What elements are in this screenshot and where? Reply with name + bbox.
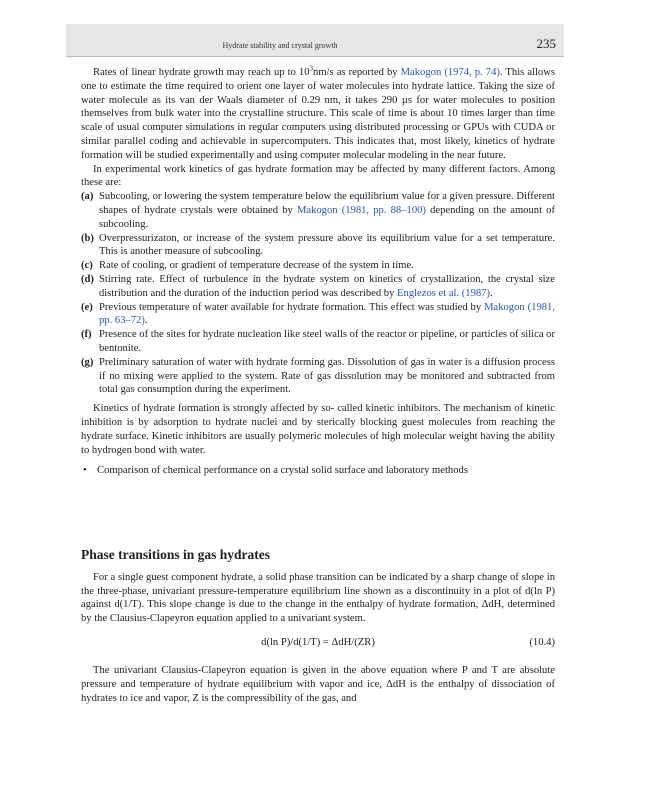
list-item xyxy=(81,232,555,260)
equation-row xyxy=(81,636,555,654)
list-item xyxy=(81,356,555,397)
list-marker: (e) xyxy=(81,301,93,313)
paragraph-linear-growth xyxy=(81,66,555,163)
paragraph-kinetic-inhibitors: Kinetics of hydrate formation is strongly affected by so- called kinetic inhibitors. The mechanism of kinetic inhibition is by adsorption to hydrate nuclei and by sterically blocking guest molecules from reaching the hydrate surface. Kinetic inhibitors are usually polymeric molecules of high molecular weight having the ability to hydrogen bond with water. xyxy=(81,403,555,456)
list-item-text: Overpressurizaton, or increase of the system pressure above its equilibrium value for a set temperature. This is another measure of subcooling. xyxy=(99,232,555,258)
list-item-text: Rate of cooling, or gradient of temperature decrease of the system in time. xyxy=(99,260,414,272)
list-marker: (g) xyxy=(81,356,94,368)
list-marker: (b) xyxy=(81,232,94,244)
equation: d(ln P)/d(1/T) = ΔdH/(ZR) xyxy=(261,636,375,648)
superscript: 3 xyxy=(309,64,314,73)
list-item-text: Previous temperature of water available for hydrate formation. This effect was studied by xyxy=(99,301,485,313)
list-item-text-end: . xyxy=(144,315,148,327)
paragraph-phase-transitions: For a single guest component hydrate, a solid phase transition can be indicated by a sharp change of slope in the three-phase, univariant pressure-temperature equilibrium line shown as a discontinuity in a plot of d(ln P) against d(1/T). This slope change is due to the change in the enthalpy of hydrate formation, ΔdH, determined by the Clausius-Clapeyron equation applied to a univariant system. xyxy=(81,571,555,625)
list-item xyxy=(81,190,555,231)
body-text-top xyxy=(81,66,555,478)
running-head: Hydrate stability and crystal growth xyxy=(222,41,338,50)
list-item xyxy=(81,273,555,301)
paragraph-factors-intro: In experimental work kinetics of gas hydrate formation may be affected by many different factors. Among these are: xyxy=(81,163,555,189)
list-item xyxy=(81,301,555,329)
list-item-text: Subcooling, or lowering the system temperature below the equilibrium value for a given pressure. Different shapes of hydrate crystals were obtained by xyxy=(99,191,555,216)
bullet-item xyxy=(81,464,555,478)
page-number: 235 xyxy=(536,36,556,51)
para1-text-1: Rates of linear hydrate growth may reach up to 10 xyxy=(93,67,310,78)
citation-link[interactable]: Makogon (1981, pp. 88–100) xyxy=(296,204,426,216)
bullet-icon: • xyxy=(83,465,87,477)
list-item xyxy=(81,259,555,273)
list-item-text: Stirring rate. Effect of turbulence in the hydrate system on kinetics of crystallization, the crystal size distribution and the duration of the induction period was described by xyxy=(99,273,555,299)
bullet-text: Comparison of chemical performance on a crystal solid surface and laboratory methods xyxy=(97,465,468,477)
list-marker: (a) xyxy=(81,191,94,203)
para1-text-3: . This allows one to estimate the time required to orient one layer of water molecules into hydrate lattice. Taking the size of water molecule as its van der Waals diameter of 0.29 nm, it takes 290 µs for water molecules to position themselves from bulk water into the crystalline structure. This scale of time is about 10 times larger than time scale of usual computer simulations in regular computers using distributed processing or GPUs with CUDA or similar parallel coding and achievable in supercomputers. This indicates that, most likely, kinetics of hydrate formation will be studied experimentally and using computer molecular modeling in the near future. xyxy=(81,67,556,161)
list-item-text-end: . xyxy=(490,287,493,299)
factors-list xyxy=(81,190,555,397)
citation-link[interactable]: Englezos et al. (1987) xyxy=(397,287,491,299)
equation-number: (10.4) xyxy=(529,636,555,648)
page-header xyxy=(66,24,564,57)
citation-link[interactable]: Makogon (1974, p. 74) xyxy=(400,67,500,78)
section-heading: Phase transitions in gas hydrates xyxy=(81,547,271,562)
list-marker: (f) xyxy=(81,329,92,341)
list-item-text-end: depending on the amount of subcooling. xyxy=(99,204,556,230)
list-item xyxy=(81,328,555,356)
list-marker: (c) xyxy=(81,260,93,272)
para1-text-2: nm/s as reported by xyxy=(313,67,401,78)
body-text-bottom xyxy=(81,548,555,705)
list-item-text: Preliminary saturation of water with hydrate forming gas. Dissolution of gas in water is a diffusion process if no mixing were applied to the system. Rate of gas dissolution may be monitored and subtracted from total gas consumption during the experiment. xyxy=(99,356,555,396)
paragraph-clausius-clapeyron: The univariant Clausius-Clapeyron equation is given in the above equation where P and T are absolute pressure and temperature of hydrate equilibrium with vapor and ice, ΔdH is the enthalpy of dissociation of hydrates to ice and vapor, Z is the compressibility of the gas, and xyxy=(81,664,555,704)
list-item-text: Presence of the sites for hydrate nucleation like steel walls of the reactor or pipeline, or particles of silica or bentonite. xyxy=(99,329,555,354)
list-marker: (d) xyxy=(81,273,94,285)
citation-link[interactable]: Makogon (1981, pp. 63–72) xyxy=(99,301,555,327)
